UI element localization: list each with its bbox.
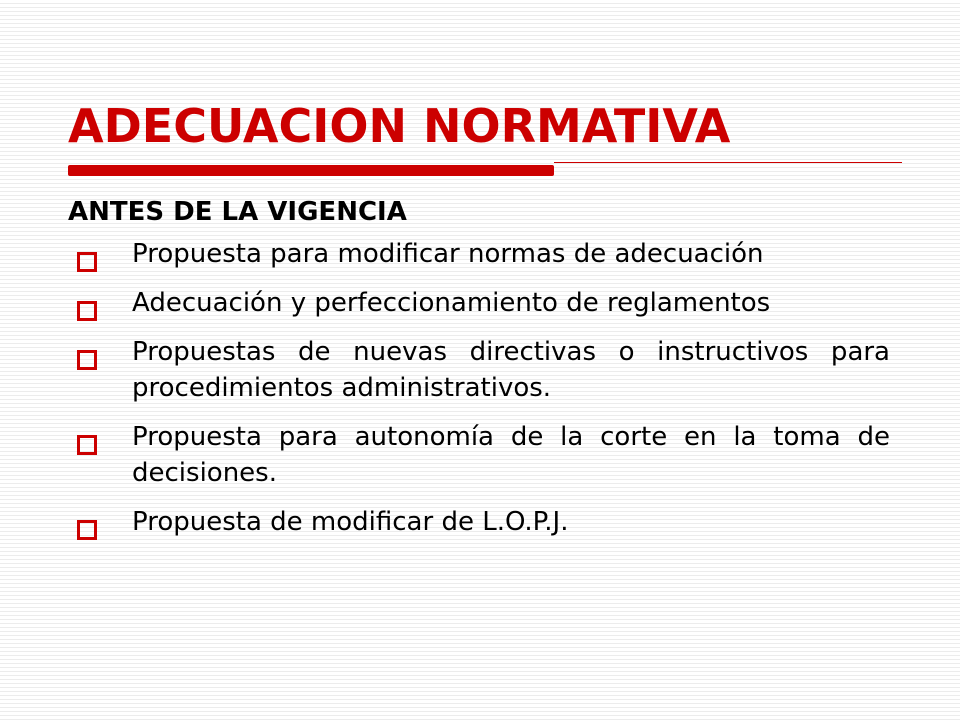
list-item-text: Propuesta para autonomía de la corte en la toma de decisiones. — [132, 422, 890, 488]
title-rule-line — [554, 162, 902, 163]
hollow-square-icon — [77, 520, 97, 540]
list-item — [68, 419, 890, 491]
list-item — [68, 504, 890, 540]
hollow-square-icon — [77, 301, 97, 321]
list-item-text: Propuesta para modificar normas de adecuación — [132, 239, 764, 269]
list-item — [68, 334, 890, 406]
list-item-text: Propuesta de modificar de L.O.P.J. — [132, 507, 569, 537]
list-item-text: Adecuación y perfeccionamiento de reglamentos — [132, 288, 771, 318]
slide-title: ADECUACION NORMATIVA — [68, 99, 731, 153]
list-item — [68, 285, 890, 321]
list-item — [68, 236, 890, 272]
hollow-square-icon — [77, 350, 97, 370]
hollow-square-icon — [77, 252, 97, 272]
title-underline-bar — [68, 165, 554, 176]
bullet-list — [68, 236, 890, 553]
list-item-text: Propuestas de nuevas directivas o instructivos para procedimientos administrativos. — [132, 337, 890, 403]
section-heading: ANTES DE LA VIGENCIA — [68, 197, 407, 227]
hollow-square-icon — [77, 435, 97, 455]
